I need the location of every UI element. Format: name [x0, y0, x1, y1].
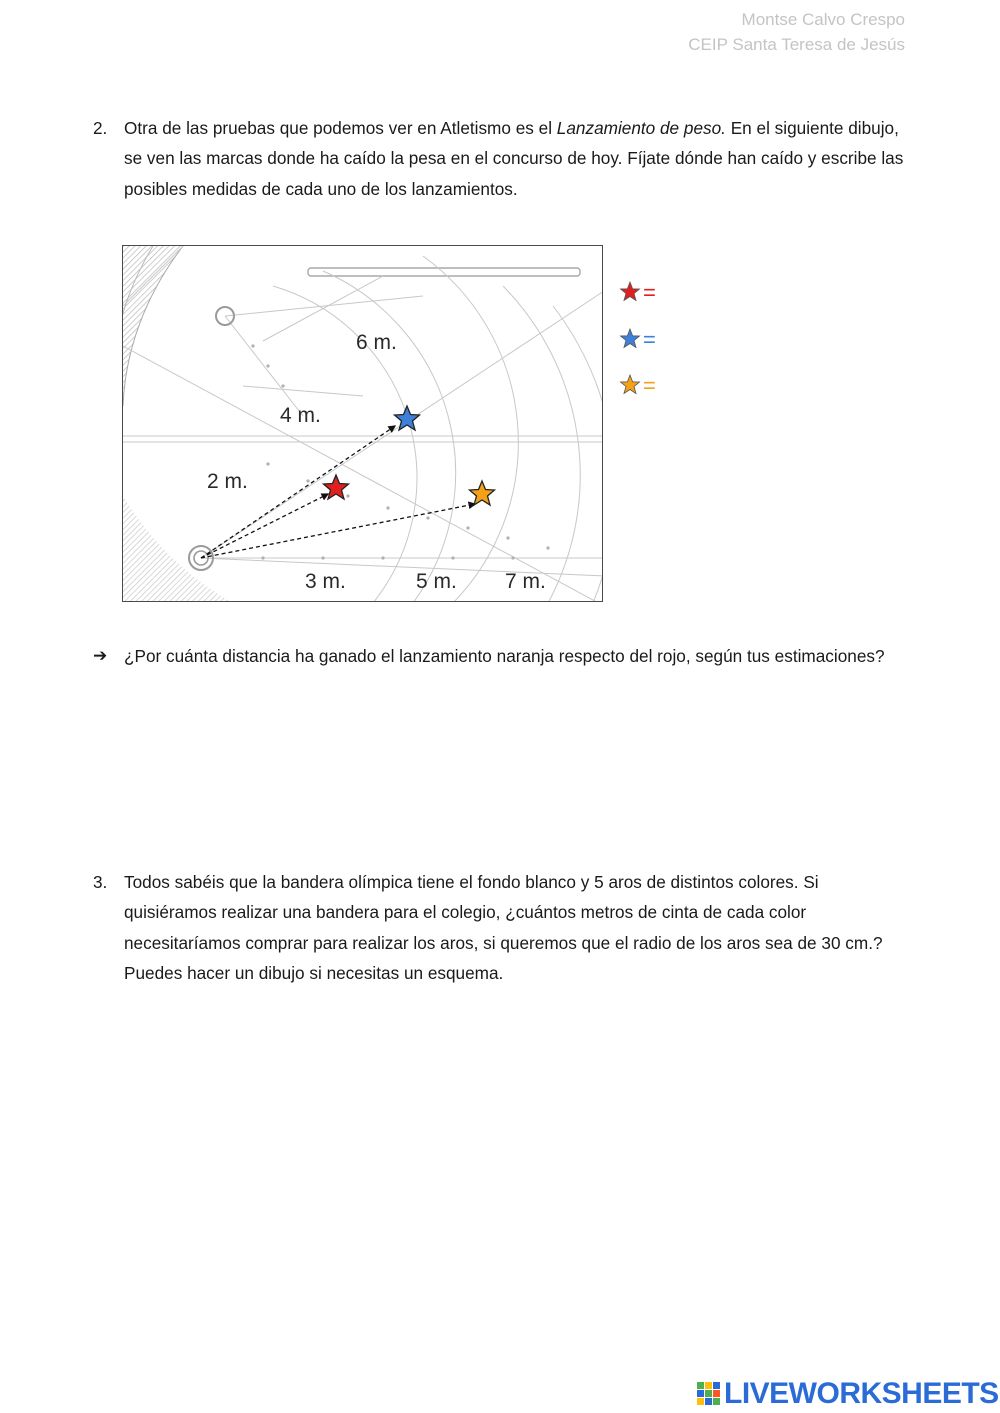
legend-orange-equals: =	[643, 373, 656, 398]
red-star-icon	[324, 475, 349, 499]
label-5m: 5 m.	[416, 570, 457, 593]
red-throw-line	[201, 494, 328, 558]
question-2-number: 2.	[93, 118, 108, 138]
shot-put-diagram	[122, 245, 603, 602]
question-2	[93, 113, 908, 204]
school-name: CEIP Santa Teresa de Jesús	[688, 35, 905, 54]
label-2m: 2 m.	[207, 470, 248, 493]
blue-star-icon	[395, 406, 420, 430]
shot-put-field-drawing	[123, 246, 603, 602]
orange-star-icon	[470, 481, 495, 505]
legend-blue-equals: =	[643, 327, 656, 352]
question-2-text-end: En el siguiente dibujo, se ven las marcas donde ha caído la pesa en el concurso de hoy. Fíjate dónde han caído y escribe las posibles medidas de cada uno de los lanzamientos.	[124, 118, 904, 199]
question-3	[93, 867, 908, 988]
legend-blue-star-icon	[619, 328, 641, 350]
question-3-text: Todos sabéis que la bandera olímpica tiene el fondo blanco y 5 aros de distintos colores. Si quisiéramos realizar una bandera para el colegio, ¿cuántos metros de cinta de cada color necesitaríamos comprar para realizar los aros, si queremos que el radio de los aros sea de 30 cm.? Puedes hacer un dibujo si necesitas un esquema.	[124, 872, 883, 983]
liveworksheets-logo-icon	[696, 1381, 722, 1407]
author-name: Montse Calvo Crespo	[741, 10, 905, 29]
arrow-icon: ➔	[93, 646, 108, 665]
question-2-text	[124, 113, 908, 204]
legend-red-equals: =	[643, 280, 656, 305]
liveworksheets-brand	[696, 1376, 999, 1410]
question-2-text-start: Otra de las pruebas que podemos ver en Atletismo es el	[124, 118, 557, 138]
label-6m: 6 m.	[356, 331, 397, 354]
label-7m: 7 m.	[505, 570, 546, 593]
subquestion-text: ¿Por cuánta distancia ha ganado el lanzamiento naranja respecto del rojo, según tus estimaciones?	[124, 646, 885, 666]
liveworksheets-wordmark: LIVEWORKSHEETS	[724, 1377, 999, 1410]
legend-red-star-icon	[619, 281, 641, 303]
legend-blue	[619, 328, 679, 356]
legend-orange	[619, 374, 679, 402]
question-3-number: 3.	[93, 872, 108, 892]
question-2-italic-term: Lanzamiento de peso.	[556, 118, 726, 138]
legend-red	[619, 281, 679, 309]
legend-orange-star-icon	[619, 374, 641, 396]
label-3m: 3 m.	[305, 570, 346, 593]
label-4m: 4 m.	[280, 404, 321, 427]
subquestion	[93, 641, 908, 671]
